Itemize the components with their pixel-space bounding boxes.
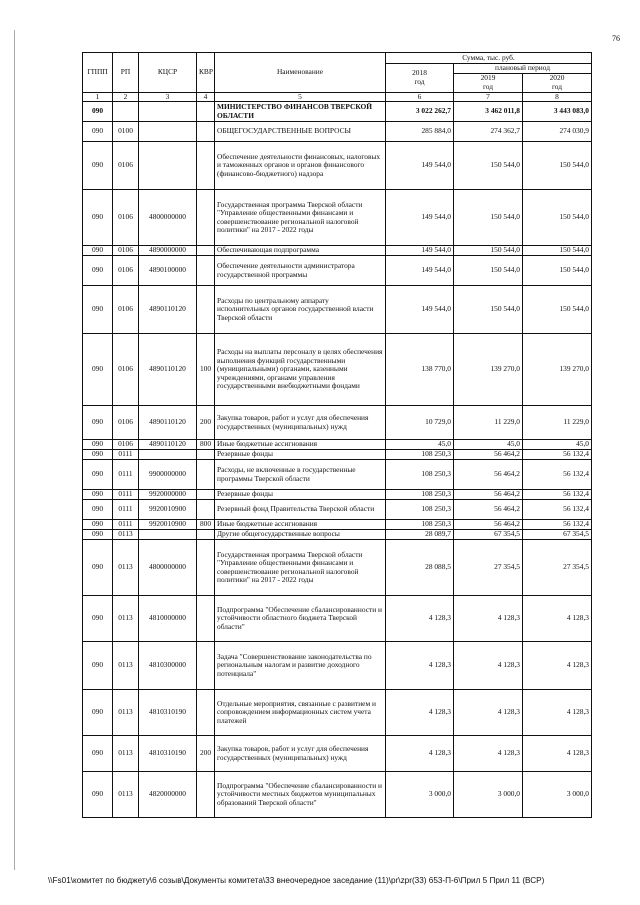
cell-gp: 090 xyxy=(83,460,113,490)
cell-2018: 4 128,3 xyxy=(386,596,454,642)
table-row xyxy=(83,440,592,450)
cell-gp: 090 xyxy=(83,736,113,772)
cell-kcsr: 4890110120 xyxy=(139,334,197,406)
cell-kvr xyxy=(197,642,215,690)
cell-2020: 56 132,4 xyxy=(523,520,592,530)
col-number: 8 xyxy=(523,92,592,102)
col-number: 5 xyxy=(215,92,386,102)
cell-kvr xyxy=(197,286,215,334)
cell-2019: 4 128,3 xyxy=(454,736,523,772)
cell-gp: 090 xyxy=(83,246,113,256)
cell-gp: 090 xyxy=(83,596,113,642)
cell-2018: 108 250,3 xyxy=(386,490,454,500)
col-number: 7 xyxy=(454,92,523,102)
cell-2018: 3 000,0 xyxy=(386,772,454,818)
cell-gp: 090 xyxy=(83,772,113,818)
cell-kvr xyxy=(197,246,215,256)
header-2018-year: 2018 xyxy=(412,68,427,78)
cell-kcsr: 4800000000 xyxy=(139,540,197,596)
table-row xyxy=(83,642,592,690)
cell-2018: 28 088,5 xyxy=(386,540,454,596)
cell-rp: 0106 xyxy=(113,286,139,334)
header-2018-word: год xyxy=(414,76,425,86)
cell-2018: 3 022 262,7 xyxy=(386,102,454,122)
cell-2018: 4 128,3 xyxy=(386,736,454,772)
table-row xyxy=(83,500,592,520)
cell-name: ОБЩЕГОСУДАРСТВЕННЫЕ ВОПРОСЫ xyxy=(215,122,386,142)
header-2020-year: 2020 xyxy=(549,73,565,82)
cell-2019: 274 362,7 xyxy=(454,122,523,142)
cell-name: Расходы по центральному аппарату исполнительных органов государственной власти Тверской области xyxy=(215,286,386,334)
cell-2019: 56 464,2 xyxy=(454,520,523,530)
cell-rp: 0106 xyxy=(113,256,139,286)
cell-2019: 3 000,0 xyxy=(454,772,523,818)
table-row xyxy=(83,690,592,736)
cell-name: Иные бюджетные ассигнования xyxy=(215,440,386,450)
header-name: Наименование xyxy=(215,53,386,93)
cell-kvr xyxy=(197,772,215,818)
cell-2020: 150 544,0 xyxy=(523,142,592,190)
header-sum: Сумма, тыс. руб. xyxy=(386,53,592,64)
cell-gp: 090 xyxy=(83,406,113,440)
cell-2020: 27 354,5 xyxy=(523,540,592,596)
cell-gp: 090 xyxy=(83,286,113,334)
cell-kcsr: 4820000000 xyxy=(139,772,197,818)
file-path-footer: \\Fs01\комитет по бюджету\6 созыв\Документы комитета\33 внеочередное заседание (11)\pr\zpr(33) 653-П-6\Прил 5 Прил 11 (ВСР) xyxy=(48,876,545,885)
cell-2020: 274 030,9 xyxy=(523,122,592,142)
cell-2020: 56 132,4 xyxy=(523,450,592,460)
cell-kvr xyxy=(197,142,215,190)
cell-2020: 4 128,3 xyxy=(523,596,592,642)
cell-2020: 3 000,0 xyxy=(523,772,592,818)
cell-name: Закупка товаров, работ и услуг для обеспечения государственных (муниципальных) нужд xyxy=(215,736,386,772)
cell-kcsr: 4890000000 xyxy=(139,246,197,256)
cell-kcsr: 4800000000 xyxy=(139,190,197,246)
column-number-row xyxy=(83,92,592,102)
cell-kvr: 800 xyxy=(197,440,215,450)
cell-name: Государственная программа Тверской области "Управление общественными финансами и совершенствование региональной налоговой политики" на 2017 - 2022 годы xyxy=(215,540,386,596)
table-row xyxy=(83,772,592,818)
cell-kcsr xyxy=(139,102,197,122)
cell-kvr xyxy=(197,460,215,490)
cell-rp: 0113 xyxy=(113,642,139,690)
cell-kcsr: 9920000000 xyxy=(139,490,197,500)
cell-2019: 150 544,0 xyxy=(454,286,523,334)
cell-2020: 150 544,0 xyxy=(523,256,592,286)
table-row xyxy=(83,246,592,256)
cell-gp: 090 xyxy=(83,540,113,596)
cell-2018: 4 128,3 xyxy=(386,690,454,736)
cell-2018: 149 544,0 xyxy=(386,246,454,256)
cell-kcsr: 4810310190 xyxy=(139,736,197,772)
cell-2020: 11 229,0 xyxy=(523,406,592,440)
cell-kcsr xyxy=(139,142,197,190)
cell-2019: 45,0 xyxy=(454,440,523,450)
cell-gp: 090 xyxy=(83,450,113,460)
cell-2019: 67 354,5 xyxy=(454,530,523,540)
cell-2020: 4 128,3 xyxy=(523,690,592,736)
cell-name: Другие общегосударственные вопросы xyxy=(215,530,386,540)
cell-kvr: 800 xyxy=(197,520,215,530)
cell-2020: 56 132,4 xyxy=(523,500,592,520)
table-row xyxy=(83,406,592,440)
cell-2019: 11 229,0 xyxy=(454,406,523,440)
cell-2018: 108 250,3 xyxy=(386,460,454,490)
cell-rp: 0106 xyxy=(113,440,139,450)
cell-kcsr: 4810000000 xyxy=(139,596,197,642)
cell-name: Обеспечение деятельности финансовых, налоговых и таможенных органов и органов финансового (финансово-бюджетного) надзора xyxy=(215,142,386,190)
cell-rp: 0106 xyxy=(113,190,139,246)
cell-rp: 0100 xyxy=(113,122,139,142)
cell-kcsr: 4890110120 xyxy=(139,406,197,440)
cell-2020: 4 128,3 xyxy=(523,736,592,772)
cell-kvr: 200 xyxy=(197,406,215,440)
cell-name: Отдельные мероприятия, связанные с развитием и сопровождением информационных систем учета платежей xyxy=(215,690,386,736)
cell-kcsr: 9920010900 xyxy=(139,520,197,530)
table-row xyxy=(83,520,592,530)
cell-rp: 0106 xyxy=(113,334,139,406)
cell-name: Резервные фонды xyxy=(215,450,386,460)
cell-kvr xyxy=(197,490,215,500)
cell-rp: 0113 xyxy=(113,690,139,736)
cell-gp: 090 xyxy=(83,520,113,530)
cell-2019: 56 464,2 xyxy=(454,500,523,520)
cell-2020: 150 544,0 xyxy=(523,286,592,334)
cell-kvr xyxy=(197,530,215,540)
col-number: 2 xyxy=(113,92,139,102)
cell-gp: 090 xyxy=(83,530,113,540)
cell-2019: 3 462 011,8 xyxy=(454,102,523,122)
cell-gp: 090 xyxy=(83,122,113,142)
cell-2020: 45,0 xyxy=(523,440,592,450)
cell-2019: 4 128,3 xyxy=(454,642,523,690)
table-row xyxy=(83,190,592,246)
cell-gp: 090 xyxy=(83,102,113,122)
cell-2018: 149 544,0 xyxy=(386,256,454,286)
cell-rp: 0106 xyxy=(113,246,139,256)
cell-2018: 108 250,3 xyxy=(386,450,454,460)
table-row xyxy=(83,530,592,540)
cell-name: МИНИСТЕРСТВО ФИНАНСОВ ТВЕРСКОЙ ОБЛАСТИ xyxy=(215,102,386,122)
table-row xyxy=(83,596,592,642)
cell-2020: 150 544,0 xyxy=(523,190,592,246)
cell-2020: 56 132,4 xyxy=(523,490,592,500)
cell-2018: 149 544,0 xyxy=(386,190,454,246)
cell-kvr xyxy=(197,102,215,122)
cell-name: Резервный фонд Правительства Тверской области xyxy=(215,500,386,520)
cell-name: Подпрограмма "Обеспечение сбалансированности и устойчивости областного бюджета Тверской области" xyxy=(215,596,386,642)
header-kcsr: КЦСР xyxy=(139,53,197,93)
cell-name: Обеспечение деятельности администратора государственной программы xyxy=(215,256,386,286)
cell-rp: 0113 xyxy=(113,736,139,772)
header-rp: РП xyxy=(113,53,139,93)
cell-rp: 0111 xyxy=(113,460,139,490)
cell-rp: 0113 xyxy=(113,596,139,642)
cell-kcsr: 9900000000 xyxy=(139,460,197,490)
cell-kvr xyxy=(197,122,215,142)
cell-2019: 56 464,2 xyxy=(454,490,523,500)
cell-rp: 0111 xyxy=(113,500,139,520)
cell-name: Подпрограмма "Обеспечение сбалансированности и устойчивости местных бюджетов муниципальных образований Тверской области" xyxy=(215,772,386,818)
table-row xyxy=(83,490,592,500)
cell-rp: 0111 xyxy=(113,490,139,500)
cell-2019: 4 128,3 xyxy=(454,596,523,642)
cell-2020: 67 354,5 xyxy=(523,530,592,540)
cell-kcsr: 4890110120 xyxy=(139,440,197,450)
cell-2019: 4 128,3 xyxy=(454,690,523,736)
cell-rp: 0113 xyxy=(113,772,139,818)
cell-gp: 090 xyxy=(83,440,113,450)
cell-kcsr: 4890110120 xyxy=(139,286,197,334)
table-row xyxy=(83,540,592,596)
page-number: 76 xyxy=(612,34,620,43)
cell-kvr xyxy=(197,450,215,460)
cell-rp xyxy=(113,102,139,122)
header-2019-word: год xyxy=(482,81,494,91)
cell-name: Закупка товаров, работ и услуг для обеспечения государственных (муниципальных) нужд xyxy=(215,406,386,440)
budget-table xyxy=(82,52,592,818)
cell-2018: 149 544,0 xyxy=(386,142,454,190)
cell-2019: 150 544,0 xyxy=(454,256,523,286)
cell-gp: 090 xyxy=(83,642,113,690)
cell-kvr xyxy=(197,540,215,596)
cell-kvr xyxy=(197,190,215,246)
cell-2020: 56 132,4 xyxy=(523,460,592,490)
cell-name: Задача "Совершенствование законодательства по региональным налогам и развитие доходного потенциала" xyxy=(215,642,386,690)
cell-gp: 090 xyxy=(83,256,113,286)
table-row xyxy=(83,102,592,122)
cell-kcsr: 4810300000 xyxy=(139,642,197,690)
cell-rp: 0111 xyxy=(113,520,139,530)
header-2019 xyxy=(454,73,523,92)
scan-margin-line xyxy=(14,30,15,870)
cell-kvr: 200 xyxy=(197,736,215,772)
col-number: 4 xyxy=(197,92,215,102)
table-row xyxy=(83,122,592,142)
cell-2019: 150 544,0 xyxy=(454,246,523,256)
header-gp: ГППП xyxy=(83,53,113,93)
cell-2020: 150 544,0 xyxy=(523,246,592,256)
cell-2019: 150 544,0 xyxy=(454,190,523,246)
table-row xyxy=(83,256,592,286)
cell-2018: 10 729,0 xyxy=(386,406,454,440)
cell-gp: 090 xyxy=(83,500,113,520)
cell-2019: 56 464,2 xyxy=(454,460,523,490)
cell-2018: 285 884,0 xyxy=(386,122,454,142)
cell-gp: 090 xyxy=(83,490,113,500)
cell-name: Обеспечивающая подпрограмма xyxy=(215,246,386,256)
cell-gp: 090 xyxy=(83,142,113,190)
table-row xyxy=(83,460,592,490)
cell-2018: 138 770,0 xyxy=(386,334,454,406)
header-2018 xyxy=(386,64,454,93)
cell-2020: 4 128,3 xyxy=(523,642,592,690)
cell-kcsr xyxy=(139,530,197,540)
cell-gp: 090 xyxy=(83,690,113,736)
cell-kcsr: 9920010900 xyxy=(139,500,197,520)
cell-2020: 139 270,0 xyxy=(523,334,592,406)
cell-kvr: 100 xyxy=(197,334,215,406)
cell-rp: 0113 xyxy=(113,530,139,540)
cell-2019: 150 544,0 xyxy=(454,142,523,190)
cell-name: Иные бюджетные ассигнования xyxy=(215,520,386,530)
cell-2018: 108 250,3 xyxy=(386,520,454,530)
cell-rp: 0106 xyxy=(113,142,139,190)
cell-kcsr xyxy=(139,122,197,142)
cell-gp: 090 xyxy=(83,190,113,246)
cell-name: Резервные фонды xyxy=(215,490,386,500)
cell-name: Расходы на выплаты персоналу в целях обеспечения выполнения функций государственными (муниципальными) органами, казенными учреждениями, органами управления государственными внебюджетными фондами xyxy=(215,334,386,406)
cell-kvr xyxy=(197,500,215,520)
cell-name: Государственная программа Тверской области "Управление общественными финансами и совершенствование региональной налоговой политики" на 2017 - 2022 годы xyxy=(215,190,386,246)
table-row xyxy=(83,286,592,334)
cell-rp: 0113 xyxy=(113,540,139,596)
col-number: 6 xyxy=(386,92,454,102)
table-row xyxy=(83,736,592,772)
table-body xyxy=(83,102,592,818)
col-number: 1 xyxy=(83,92,113,102)
cell-2018: 28 089,7 xyxy=(386,530,454,540)
cell-2019: 139 270,0 xyxy=(454,334,523,406)
header-planned: плановый период xyxy=(454,64,592,74)
cell-rp: 0106 xyxy=(113,406,139,440)
cell-2018: 108 250,3 xyxy=(386,500,454,520)
cell-kcsr: 4810310190 xyxy=(139,690,197,736)
cell-2020: 3 443 083,0 xyxy=(523,102,592,122)
table-header xyxy=(83,53,592,102)
cell-2018: 4 128,3 xyxy=(386,642,454,690)
table-row xyxy=(83,450,592,460)
header-2019-year: 2019 xyxy=(480,73,496,82)
cell-name: Расходы, не включенные в государственные программы Тверской области xyxy=(215,460,386,490)
table-row xyxy=(83,142,592,190)
cell-kcsr: 4890100000 xyxy=(139,256,197,286)
cell-2018: 149 544,0 xyxy=(386,286,454,334)
cell-gp: 090 xyxy=(83,334,113,406)
table-row xyxy=(83,334,592,406)
cell-2018: 45,0 xyxy=(386,440,454,450)
cell-kvr xyxy=(197,690,215,736)
col-number: 3 xyxy=(139,92,197,102)
header-kvr: КВР xyxy=(197,53,215,93)
cell-rp: 0111 xyxy=(113,450,139,460)
cell-kcsr xyxy=(139,450,197,460)
cell-kvr xyxy=(197,256,215,286)
cell-kvr xyxy=(197,596,215,642)
cell-2019: 27 354,5 xyxy=(454,540,523,596)
header-2020-word: год xyxy=(551,81,563,91)
header-2020 xyxy=(523,73,592,92)
cell-2019: 56 464,2 xyxy=(454,450,523,460)
